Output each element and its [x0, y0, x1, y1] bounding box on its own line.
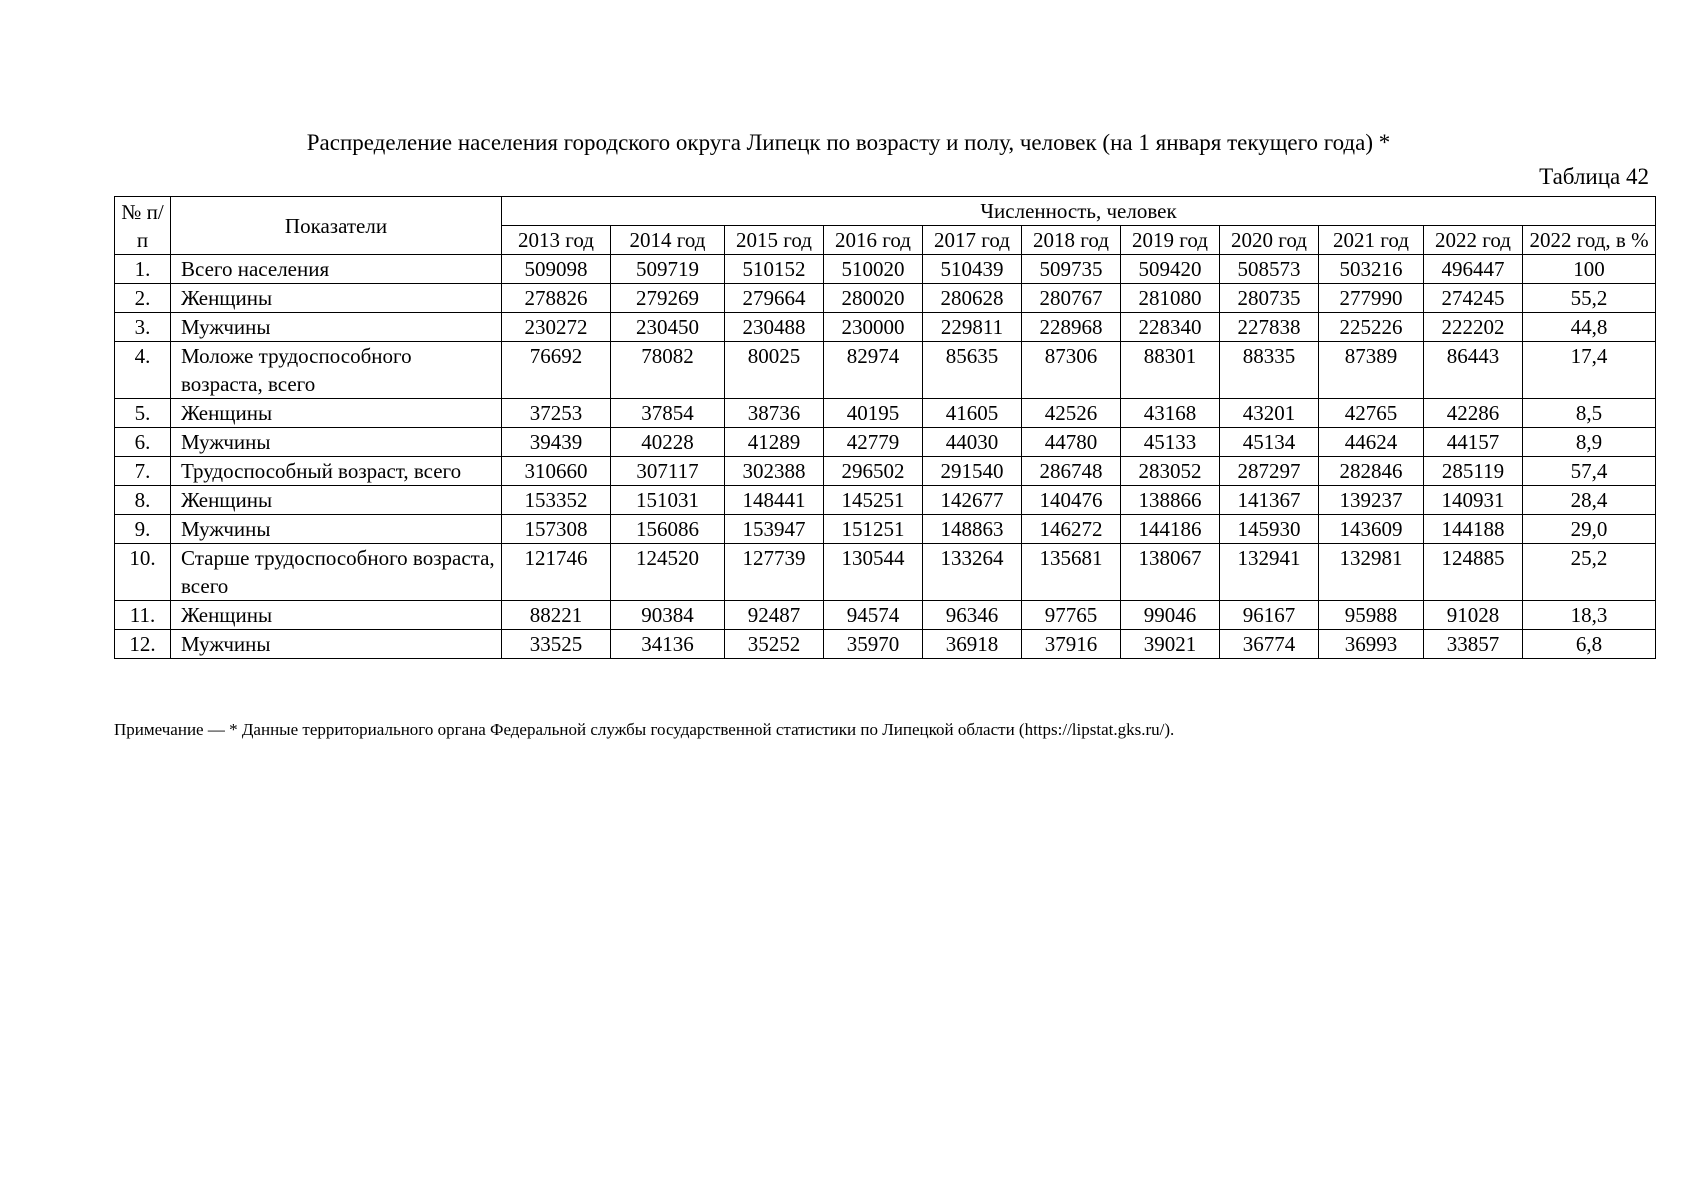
table-cell: 78082	[611, 342, 725, 399]
table-cell: 88335	[1220, 342, 1319, 399]
table-cell: 124520	[611, 544, 725, 601]
row-number: 6.	[115, 428, 171, 457]
table-cell: 285119	[1424, 457, 1523, 486]
table-cell: 277990	[1319, 284, 1424, 313]
table-row	[115, 399, 1656, 428]
row-number: 4.	[115, 342, 171, 399]
table-cell: 36993	[1319, 630, 1424, 659]
table-cell: 127739	[725, 544, 824, 601]
table-cell: 35252	[725, 630, 824, 659]
table-cell: 135681	[1022, 544, 1121, 601]
row-label: Женщины	[171, 601, 502, 630]
table-cell: 141367	[1220, 486, 1319, 515]
table-cell: 42765	[1319, 399, 1424, 428]
row-number: 7.	[115, 457, 171, 486]
table-cell: 283052	[1121, 457, 1220, 486]
table-cell: 40228	[611, 428, 725, 457]
table-cell: 97765	[1022, 601, 1121, 630]
table-cell: 96346	[923, 601, 1022, 630]
table-cell: 496447	[1424, 255, 1523, 284]
table-cell: 280020	[824, 284, 923, 313]
table-cell: 76692	[502, 342, 611, 399]
table-cell: 138866	[1121, 486, 1220, 515]
table-cell: 145930	[1220, 515, 1319, 544]
table-cell: 143609	[1319, 515, 1424, 544]
table-cell: 82974	[824, 342, 923, 399]
header-year: 2019 год	[1121, 226, 1220, 255]
table-cell: 509719	[611, 255, 725, 284]
table-cell: 44,8	[1523, 313, 1656, 342]
table-cell: 36918	[923, 630, 1022, 659]
table-cell: 43168	[1121, 399, 1220, 428]
table-cell: 42779	[824, 428, 923, 457]
row-label: Мужчины	[171, 313, 502, 342]
table-cell: 42526	[1022, 399, 1121, 428]
table-cell: 6,8	[1523, 630, 1656, 659]
table-cell: 18,3	[1523, 601, 1656, 630]
table-cell: 140476	[1022, 486, 1121, 515]
table-cell: 96167	[1220, 601, 1319, 630]
row-number: 3.	[115, 313, 171, 342]
header-year: 2022 год, в %	[1523, 226, 1656, 255]
row-number: 11.	[115, 601, 171, 630]
table-cell: 156086	[611, 515, 725, 544]
table-cell: 282846	[1319, 457, 1424, 486]
table-cell: 45133	[1121, 428, 1220, 457]
table-cell: 87389	[1319, 342, 1424, 399]
table-cell: 153352	[502, 486, 611, 515]
table-cell: 100	[1523, 255, 1656, 284]
header-num: № п/п	[115, 197, 171, 255]
table-cell: 229811	[923, 313, 1022, 342]
row-label: Старше трудоспособного возраста, всего	[171, 544, 502, 601]
table-cell: 86443	[1424, 342, 1523, 399]
table-row	[115, 486, 1656, 515]
table-cell: 85635	[923, 342, 1022, 399]
table-cell: 278826	[502, 284, 611, 313]
table-cell: 222202	[1424, 313, 1523, 342]
row-label: Мужчины	[171, 428, 502, 457]
table-cell: 291540	[923, 457, 1022, 486]
table-cell: 42286	[1424, 399, 1523, 428]
table-row	[115, 544, 1656, 601]
table-cell: 90384	[611, 601, 725, 630]
table-cell: 146272	[1022, 515, 1121, 544]
table-cell: 41605	[923, 399, 1022, 428]
table-row	[115, 428, 1656, 457]
table-cell: 274245	[1424, 284, 1523, 313]
table-cell: 39021	[1121, 630, 1220, 659]
table-cell: 94574	[824, 601, 923, 630]
table-cell: 99046	[1121, 601, 1220, 630]
table-cell: 139237	[1319, 486, 1424, 515]
table-cell: 227838	[1220, 313, 1319, 342]
table-cell: 36774	[1220, 630, 1319, 659]
table-cell: 88301	[1121, 342, 1220, 399]
table-cell: 138067	[1121, 544, 1220, 601]
table-cell: 91028	[1424, 601, 1523, 630]
table-cell: 39439	[502, 428, 611, 457]
table-cell: 230000	[824, 313, 923, 342]
table-cell: 33857	[1424, 630, 1523, 659]
header-year: 2017 год	[923, 226, 1022, 255]
header-year: 2022 год	[1424, 226, 1523, 255]
footnote: Примечание — * Данные территориального органа Федеральной службы государственной статистики по Липецкой области (https://lipstat.gks.ru/).	[114, 720, 1175, 739]
table-cell: 25,2	[1523, 544, 1656, 601]
table-cell: 37253	[502, 399, 611, 428]
row-label: Мужчины	[171, 630, 502, 659]
table-cell: 510439	[923, 255, 1022, 284]
table-cell: 228340	[1121, 313, 1220, 342]
row-number: 1.	[115, 255, 171, 284]
table-cell: 230272	[502, 313, 611, 342]
table-cell: 142677	[923, 486, 1022, 515]
table-cell: 279269	[611, 284, 725, 313]
header-indicator: Показатели	[171, 197, 502, 255]
table-cell: 302388	[725, 457, 824, 486]
table-cell: 296502	[824, 457, 923, 486]
row-label: Женщины	[171, 486, 502, 515]
table-cell: 44030	[923, 428, 1022, 457]
table-cell: 38736	[725, 399, 824, 428]
row-label: Мужчины	[171, 515, 502, 544]
table-cell: 40195	[824, 399, 923, 428]
table-cell: 151251	[824, 515, 923, 544]
table-cell: 153947	[725, 515, 824, 544]
table-cell: 8,9	[1523, 428, 1656, 457]
table-cell: 80025	[725, 342, 824, 399]
table-cell: 148441	[725, 486, 824, 515]
table-cell: 37916	[1022, 630, 1121, 659]
table-cell: 508573	[1220, 255, 1319, 284]
table-cell: 45134	[1220, 428, 1319, 457]
table-cell: 230450	[611, 313, 725, 342]
table-cell: 157308	[502, 515, 611, 544]
table-cell: 510152	[725, 255, 824, 284]
table-cell: 281080	[1121, 284, 1220, 313]
row-number: 9.	[115, 515, 171, 544]
table-cell: 140931	[1424, 486, 1523, 515]
table-cell: 33525	[502, 630, 611, 659]
table-cell: 228968	[1022, 313, 1121, 342]
table-cell: 310660	[502, 457, 611, 486]
table-number: Таблица 42	[1539, 164, 1649, 189]
table-cell: 280767	[1022, 284, 1121, 313]
table-cell: 121746	[502, 544, 611, 601]
table-row	[115, 601, 1656, 630]
table-cell: 8,5	[1523, 399, 1656, 428]
table-cell: 280735	[1220, 284, 1319, 313]
header-year: 2015 год	[725, 226, 824, 255]
row-label: Женщины	[171, 399, 502, 428]
table-cell: 29,0	[1523, 515, 1656, 544]
table-cell: 132941	[1220, 544, 1319, 601]
table-cell: 17,4	[1523, 342, 1656, 399]
table-row	[115, 630, 1656, 659]
header-row-group	[115, 197, 1656, 226]
table-cell: 43201	[1220, 399, 1319, 428]
header-year: 2020 год	[1220, 226, 1319, 255]
table-row	[115, 457, 1656, 486]
table-cell: 509098	[502, 255, 611, 284]
table-title: Распределение населения городского округа Липецк по возрасту и полу, человек (на 1 января текущего года) *	[306, 130, 1391, 155]
row-label: Женщины	[171, 284, 502, 313]
table-cell: 144188	[1424, 515, 1523, 544]
row-number: 8.	[115, 486, 171, 515]
row-label: Трудоспособный возраст, всего	[171, 457, 502, 486]
table-cell: 509420	[1121, 255, 1220, 284]
table-cell: 144186	[1121, 515, 1220, 544]
table-cell: 34136	[611, 630, 725, 659]
table-row	[115, 342, 1656, 399]
table-cell: 124885	[1424, 544, 1523, 601]
table-cell: 88221	[502, 601, 611, 630]
header-year: 2013 год	[502, 226, 611, 255]
table-cell: 307117	[611, 457, 725, 486]
table-cell: 151031	[611, 486, 725, 515]
table-cell: 230488	[725, 313, 824, 342]
header-year: 2021 год	[1319, 226, 1424, 255]
table-cell: 130544	[824, 544, 923, 601]
table-cell: 41289	[725, 428, 824, 457]
table-cell: 57,4	[1523, 457, 1656, 486]
row-label: Моложе трудоспособного возраста, всего	[171, 342, 502, 399]
table-row	[115, 284, 1656, 313]
row-number: 5.	[115, 399, 171, 428]
table-cell: 44780	[1022, 428, 1121, 457]
table-cell: 44157	[1424, 428, 1523, 457]
population-table	[114, 196, 1656, 659]
table-cell: 280628	[923, 284, 1022, 313]
table-row	[115, 255, 1656, 284]
table-cell: 286748	[1022, 457, 1121, 486]
table-cell: 55,2	[1523, 284, 1656, 313]
table-cell: 37854	[611, 399, 725, 428]
table-cell: 510020	[824, 255, 923, 284]
table-cell: 503216	[1319, 255, 1424, 284]
table-cell: 287297	[1220, 457, 1319, 486]
table-row	[115, 515, 1656, 544]
table-cell: 132981	[1319, 544, 1424, 601]
row-number: 2.	[115, 284, 171, 313]
table-cell: 35970	[824, 630, 923, 659]
table-cell: 92487	[725, 601, 824, 630]
table-cell: 225226	[1319, 313, 1424, 342]
table-cell: 145251	[824, 486, 923, 515]
table-cell: 95988	[1319, 601, 1424, 630]
row-number: 10.	[115, 544, 171, 601]
header-year: 2016 год	[824, 226, 923, 255]
table-cell: 87306	[1022, 342, 1121, 399]
table-cell: 133264	[923, 544, 1022, 601]
table-cell: 44624	[1319, 428, 1424, 457]
table-cell: 28,4	[1523, 486, 1656, 515]
header-year: 2014 год	[611, 226, 725, 255]
header-year: 2018 год	[1022, 226, 1121, 255]
row-number: 12.	[115, 630, 171, 659]
table-body	[115, 255, 1656, 659]
table-row	[115, 313, 1656, 342]
table-cell: 279664	[725, 284, 824, 313]
row-label: Всего населения	[171, 255, 502, 284]
table-cell: 509735	[1022, 255, 1121, 284]
table-cell: 148863	[923, 515, 1022, 544]
header-group: Численность, человек	[502, 197, 1656, 226]
